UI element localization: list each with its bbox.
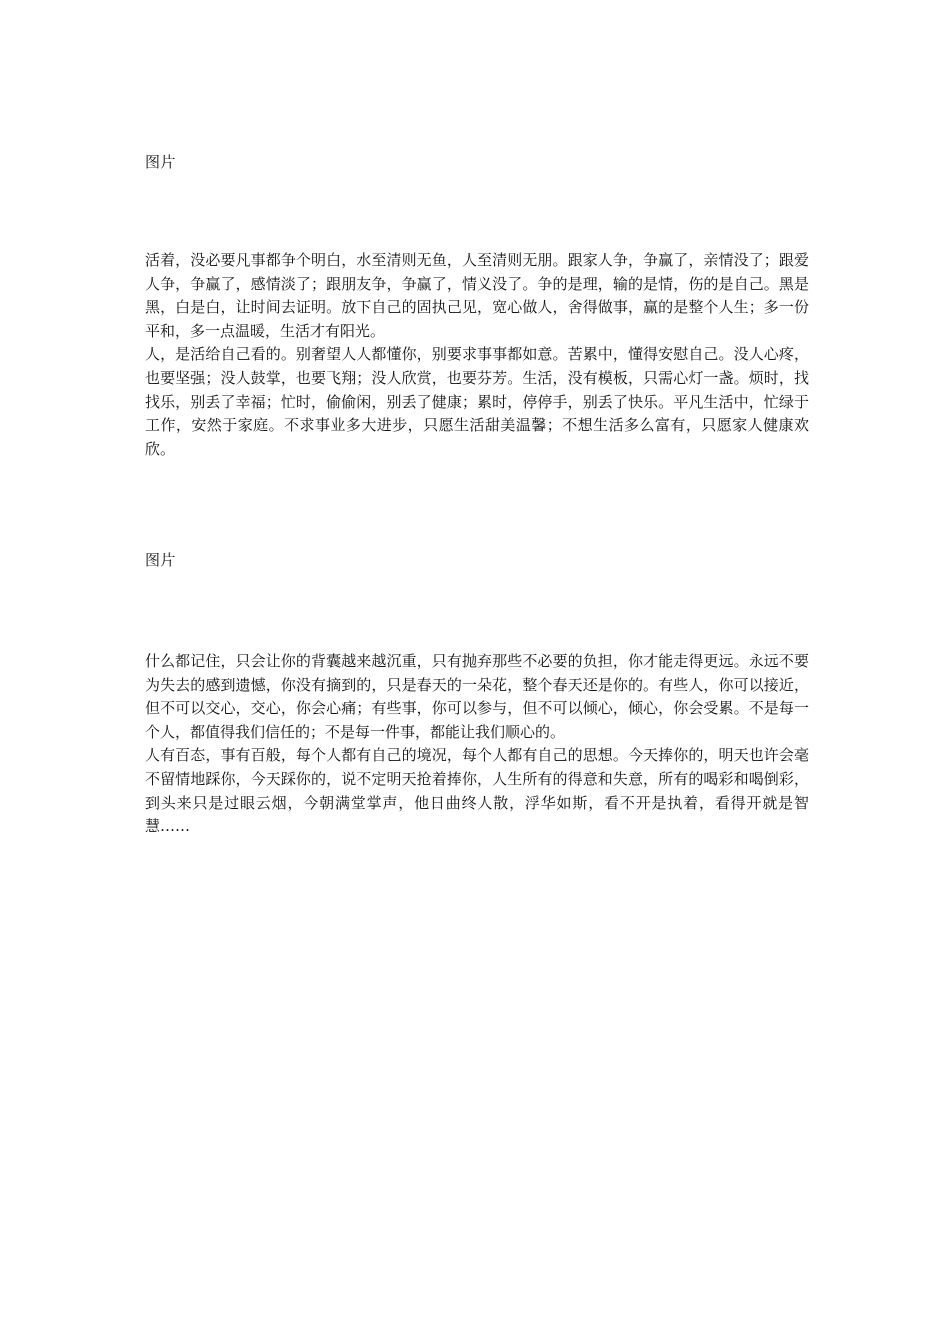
paragraph: 人有百态，事有百般，每个人都有自己的境况，每个人都有自己的思想。今天捧你的，明天也许会毫不留情地踩你，今天踩你的，说不定明天抢着捧你，人生所有的得意和失意，所有的喝彩和喝倒彩，到头来只是过眼云烟，今朝满堂掌声，他日曲终人散，浮华如斯，看不开是执着，看得开就是智慧……	[145, 746, 809, 836]
image-placeholder-1: 图片	[145, 153, 177, 171]
text-section-1	[145, 249, 809, 461]
paragraph: 人，是活给自己看的。别奢望人人都懂你，别要求事事都如意。苦累中，懂得安慰自己。没人心疼，也要坚强；没人鼓掌，也要飞翔；没人欣赏，也要芬芳。生活，没有模板，只需心灯一盏。烦时，找找乐，别丢了幸福；忙时，偷偷闲，别丢了健康；累时，停停手，别丢了快乐。平凡生活中，忙绿于工作，安然于家庭。不求事业多大进步，只愿生活甜美温馨；不想生活多么富有，只愿家人健康欢欣。	[145, 345, 809, 458]
paragraph: 什么都记住，只会让你的背囊越来越沉重，只有抛弃那些不必要的负担，你才能走得更远。永远不要为失去的感到遗憾，你没有摘到的，只是春天的一朵花，整个春天还是你的。有些人，你可以接近，但不可以交心，交心，你会心痛；有些事，你可以参与，但不可以倾心，倾心，你会受累。不是每一个人，都值得我们信任的；不是每一件事，都能让我们顺心的。	[145, 652, 809, 741]
image-placeholder-2: 图片	[145, 551, 177, 569]
paragraph: 活着，没必要凡事都争个明白，水至清则无鱼，人至清则无朋。跟家人争，争赢了，亲情没了；跟爱人争，争赢了，感情淡了；跟朋友争，争赢了，情义没了。争的是理，输的是情，伤的是自己。黑是黑，白是白，让时间去证明。放下自己的固执己见，宽心做人，舍得做事，赢的是整个人生；多一份平和，多一点温暖，生活才有阳光。	[145, 251, 809, 340]
text-section-2	[145, 650, 809, 839]
